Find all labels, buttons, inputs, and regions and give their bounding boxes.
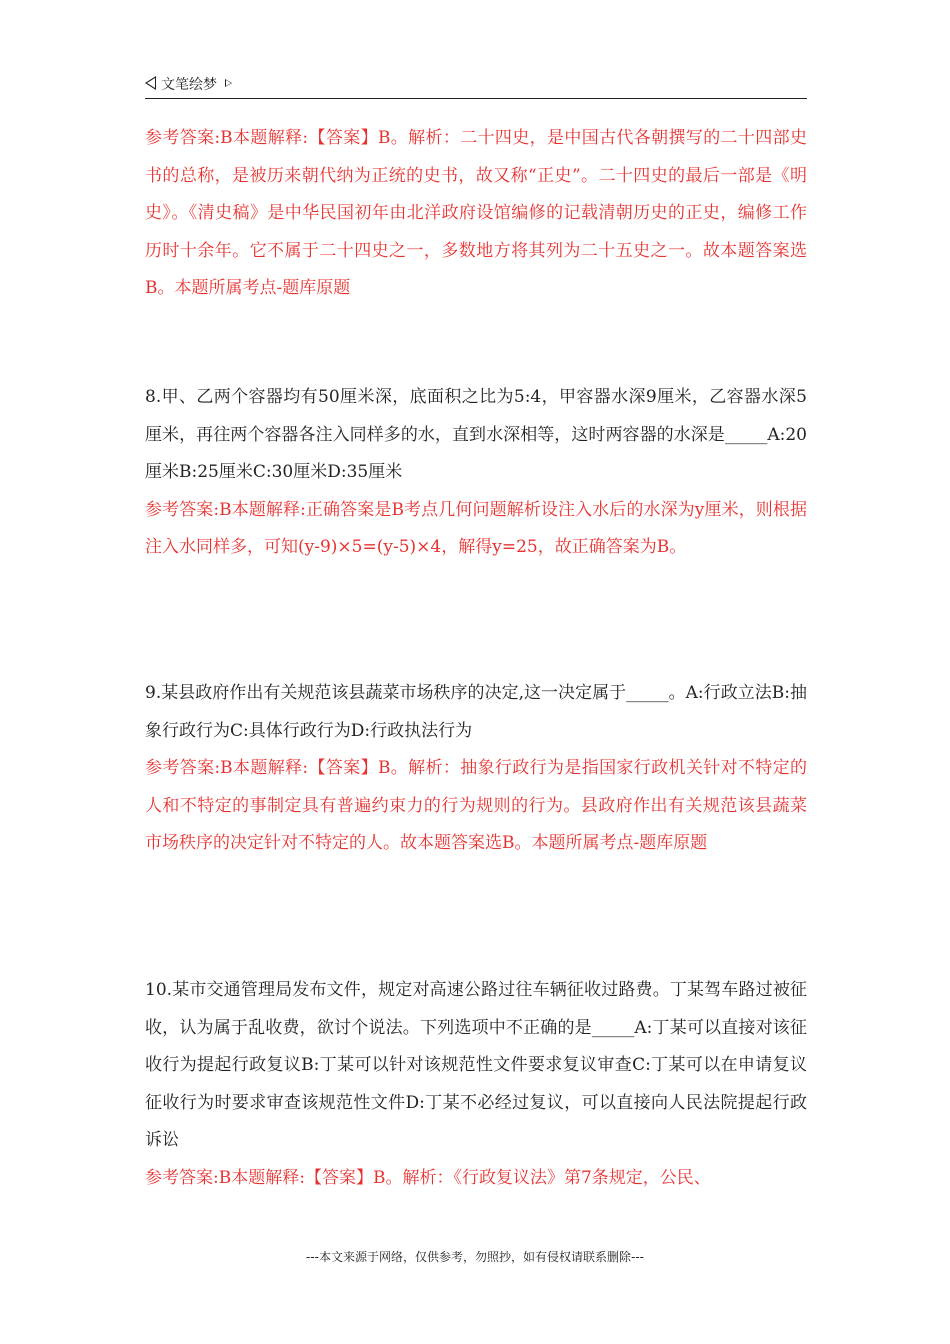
answer-text: 参考答案:B本题解释:【答案】B。解析：抽象行政行为是指国家行政机关针对不特定的人和不特定的事制定具有普遍约束力的行为规则的行为。县政府作出有关规范该县蔬菜市场秩序的决定针对不特定的人。故本题答案选B。本题所属考点-题库原题 [145,758,807,853]
answer-block-7 [145,120,807,308]
page-header [145,72,807,99]
triangle-left-icon [145,76,156,90]
page-footer: ---本文来源于网络，仅供参考，勿照抄，如有侵权请联系删除--- [306,1250,644,1264]
triangle-right-icon [225,79,232,87]
answer-text: 参考答案:B本题解释:【答案】B。解析：《行政复议法》第7条规定，公民、 [145,1167,711,1188]
question-text: 8.甲、乙两个容器均有50厘米深，底面积之比为5:4，甲容器水深9厘米，乙容器水深5厘米，再往两个容器各注入同样多的水，直到水深相等，这时两容器的水深是_____A:20厘米B:25厘米C:30厘米D:35厘米 [145,387,807,482]
answer-text: 参考答案:B本题解释:【答案】B。解析：二十四史，是中国古代各朝撰写的二十四部史书的总称，是被历来朝代纳为正统的史书，故又称“正史”。二十四史的最后一部是《明史》。《清史稿》是中华民国初年由北洋政府设馆编修的记载清朝历史的正史，编修工作历时十余年。它不属于二十四史之一，多数地方将其列为二十五史之一。故本题答案选B。本题所属考点-题库原题 [145,128,807,298]
question-text: 10.某市交通管理局发布文件，规定对高速公路过往车辆征收过路费。丁某驾车路过被征收，认为属于乱收费，欲讨个说法。下列选项中不正确的是_____A:丁某可以直接对该征收行为提起行政复议B:丁某可以针对该规范性文件要求复议审查C:丁某可以在申请复议征收行为时要求审查该规范性文件D:丁某不必经过复议，可以直接向人民法院提起行政诉讼 [145,980,807,1150]
header-brand [145,74,232,94]
answer-text: 参考答案:B本题解释:正确答案是B考点几何问题解析设注入水后的水深为y厘米，则根据注入水同样多，可知(y-9)×5=(y-5)×4，解得y=25，故正确答案为B。 [145,499,807,557]
question-block-10 [145,972,807,1197]
question-text: 9.某县政府作出有关规范该县蔬菜市场秩序的决定,这一决定属于_____。A:行政立法B:抽象行政行为C:具体行政行为D:行政执法行为 [145,683,807,741]
brand-text: 文笔绘梦 [161,77,217,93]
question-block-9 [145,675,807,863]
question-block-8 [145,379,807,567]
